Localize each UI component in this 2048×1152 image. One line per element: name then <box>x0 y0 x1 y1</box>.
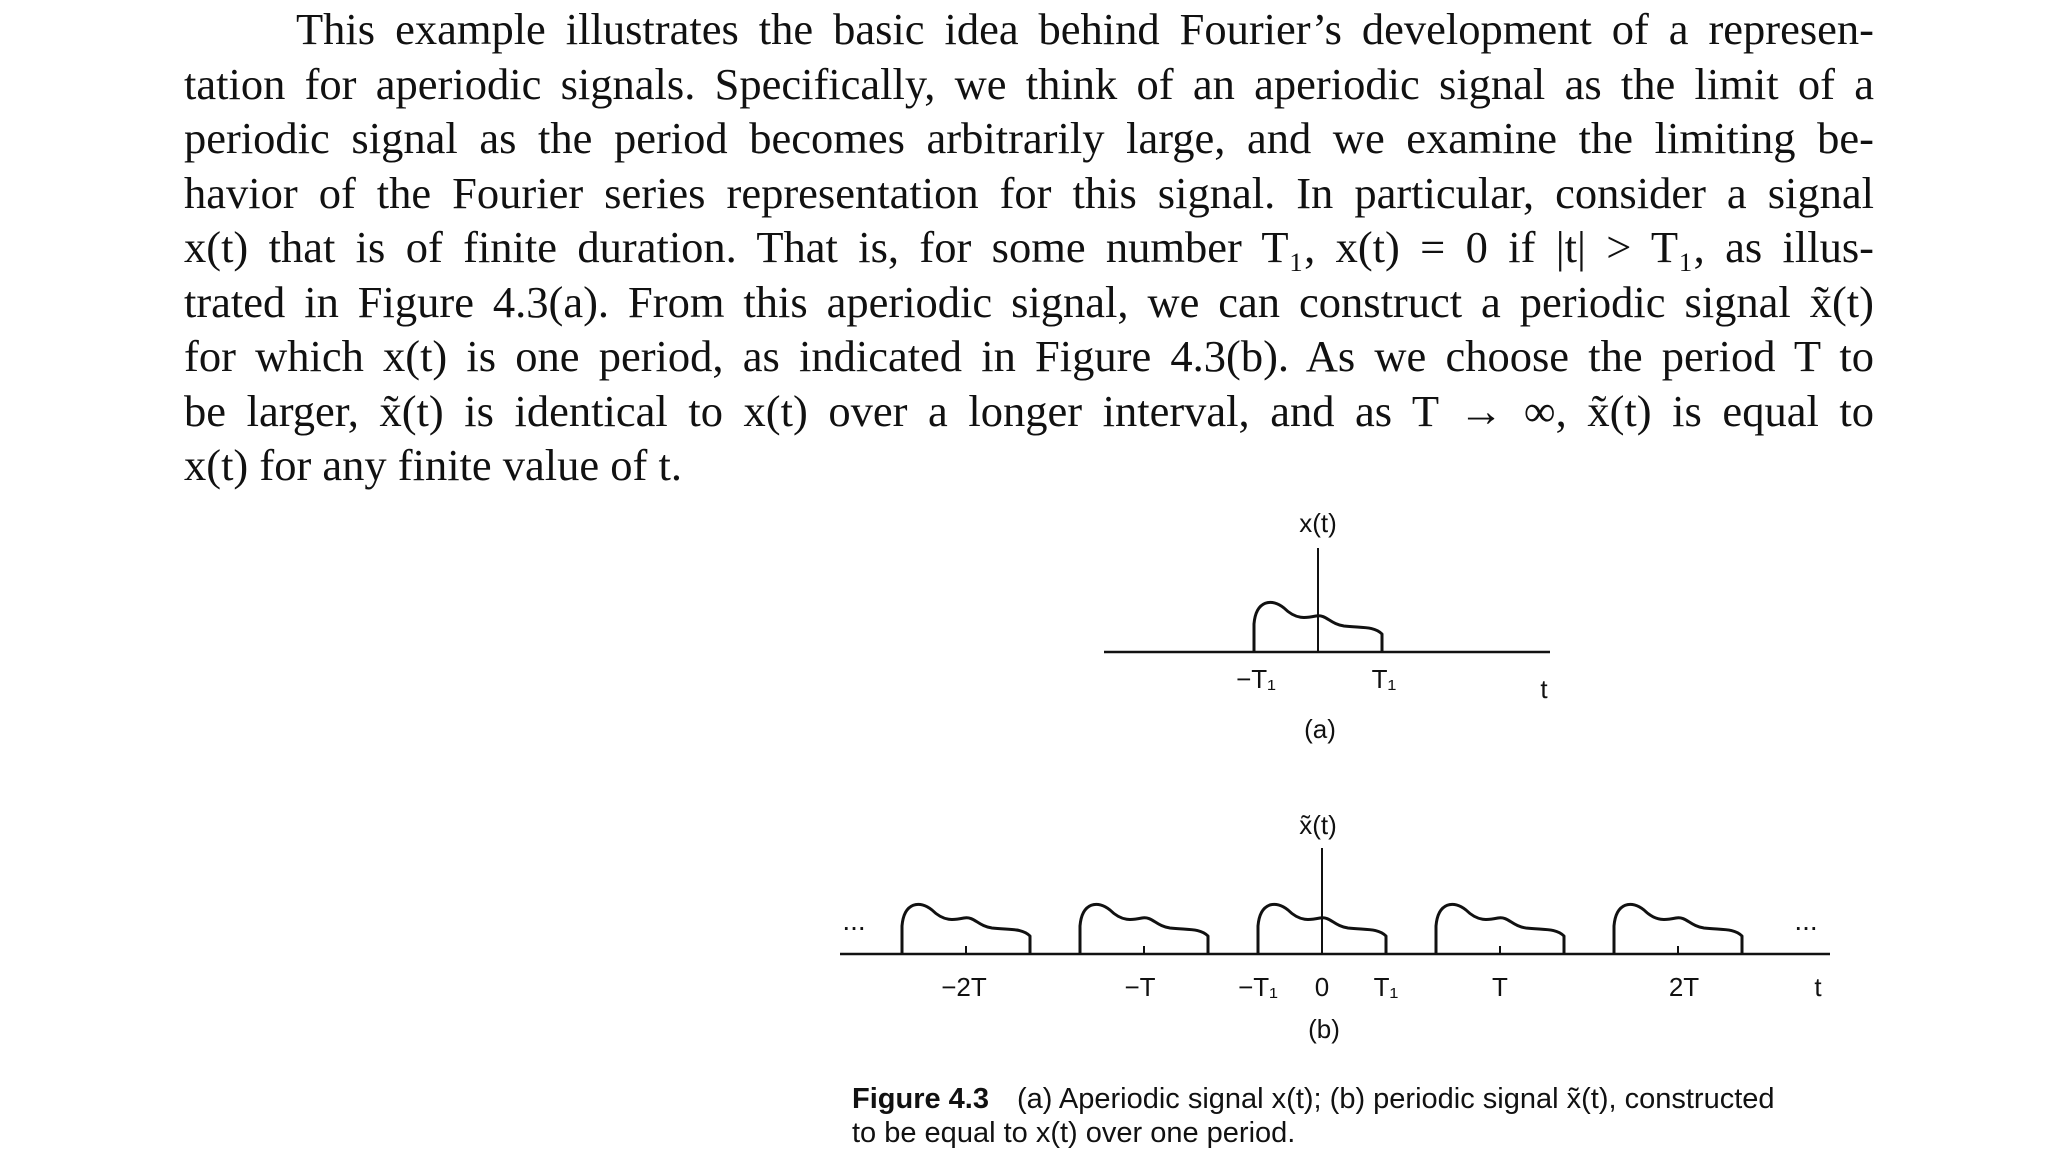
caption-label: Figure 4.3 <box>852 1083 989 1115</box>
panel-sublabel: (a) <box>1304 714 1336 744</box>
figure-panel-a <box>1104 508 1550 744</box>
paragraph-line: x(t) for any finite value of t. <box>184 440 682 490</box>
tick-label-zero: 0 <box>1314 972 1330 1002</box>
tick-label-t1: T₁ <box>1371 664 1397 694</box>
paragraph-line: trated in Figure 4.3(a). From this aperiodic signal, we can construct a periodic signal x̃(t) <box>184 276 1874 327</box>
tick-label-2t: 2T <box>1668 972 1700 1002</box>
figure-caption <box>852 1082 1775 1150</box>
tick-label-neg-t1: −T₁ <box>1236 664 1276 694</box>
paragraph-line: tation for aperiodic signals. Specifically, we think of an aperiodic signal as the limit of a <box>184 58 1874 109</box>
axis-variable-label: t <box>1814 972 1822 1002</box>
figure-panel-b <box>840 810 1830 1044</box>
signal-label: x̃(t) <box>1299 810 1337 840</box>
caption-text: (a) Aperiodic signal x(t); (b) periodic signal x̃(t), constructed <box>1017 1083 1775 1115</box>
paragraph-line: x(t) that is of finite duration. That is, for some number T₁, x(t) = 0 if |t| > T₁, as illus- <box>184 222 1874 272</box>
paragraph-line: be larger, x̃(t) is identical to x(t) over a longer interval, and as T → ∞, x̃(t) is equal to <box>184 385 1874 436</box>
paragraph-line: for which x(t) is one period, as indicated in Figure 4.3(b). As we choose the period T to <box>184 331 1874 381</box>
tick-label-neg-t: −T <box>1124 972 1156 1002</box>
paragraph-line: havior of the Fourier series representation for this signal. In particular, consider a signal <box>184 167 1874 218</box>
paragraph-line: periodic signal as the period becomes arbitrarily large, and we examine the limiting be- <box>184 113 1874 163</box>
signal-label: x(t) <box>1299 508 1337 538</box>
ellipsis-right: ... <box>1794 905 1818 936</box>
paragraph-line: This example illustrates the basic idea behind Fourier’s development of a represen- <box>296 4 1874 54</box>
axis-variable-label: t <box>1540 674 1548 704</box>
caption-text: to be equal to x(t) over one period. <box>852 1117 1296 1149</box>
panel-sublabel: (b) <box>1308 1014 1340 1044</box>
tick-label-neg-2t: −2T <box>941 972 987 1002</box>
tick-label-t1: T₁ <box>1373 972 1399 1002</box>
tick-label-neg-t1: −T₁ <box>1238 972 1278 1002</box>
tick-label-t: T <box>1492 972 1508 1002</box>
ellipsis-left: ... <box>842 905 866 936</box>
